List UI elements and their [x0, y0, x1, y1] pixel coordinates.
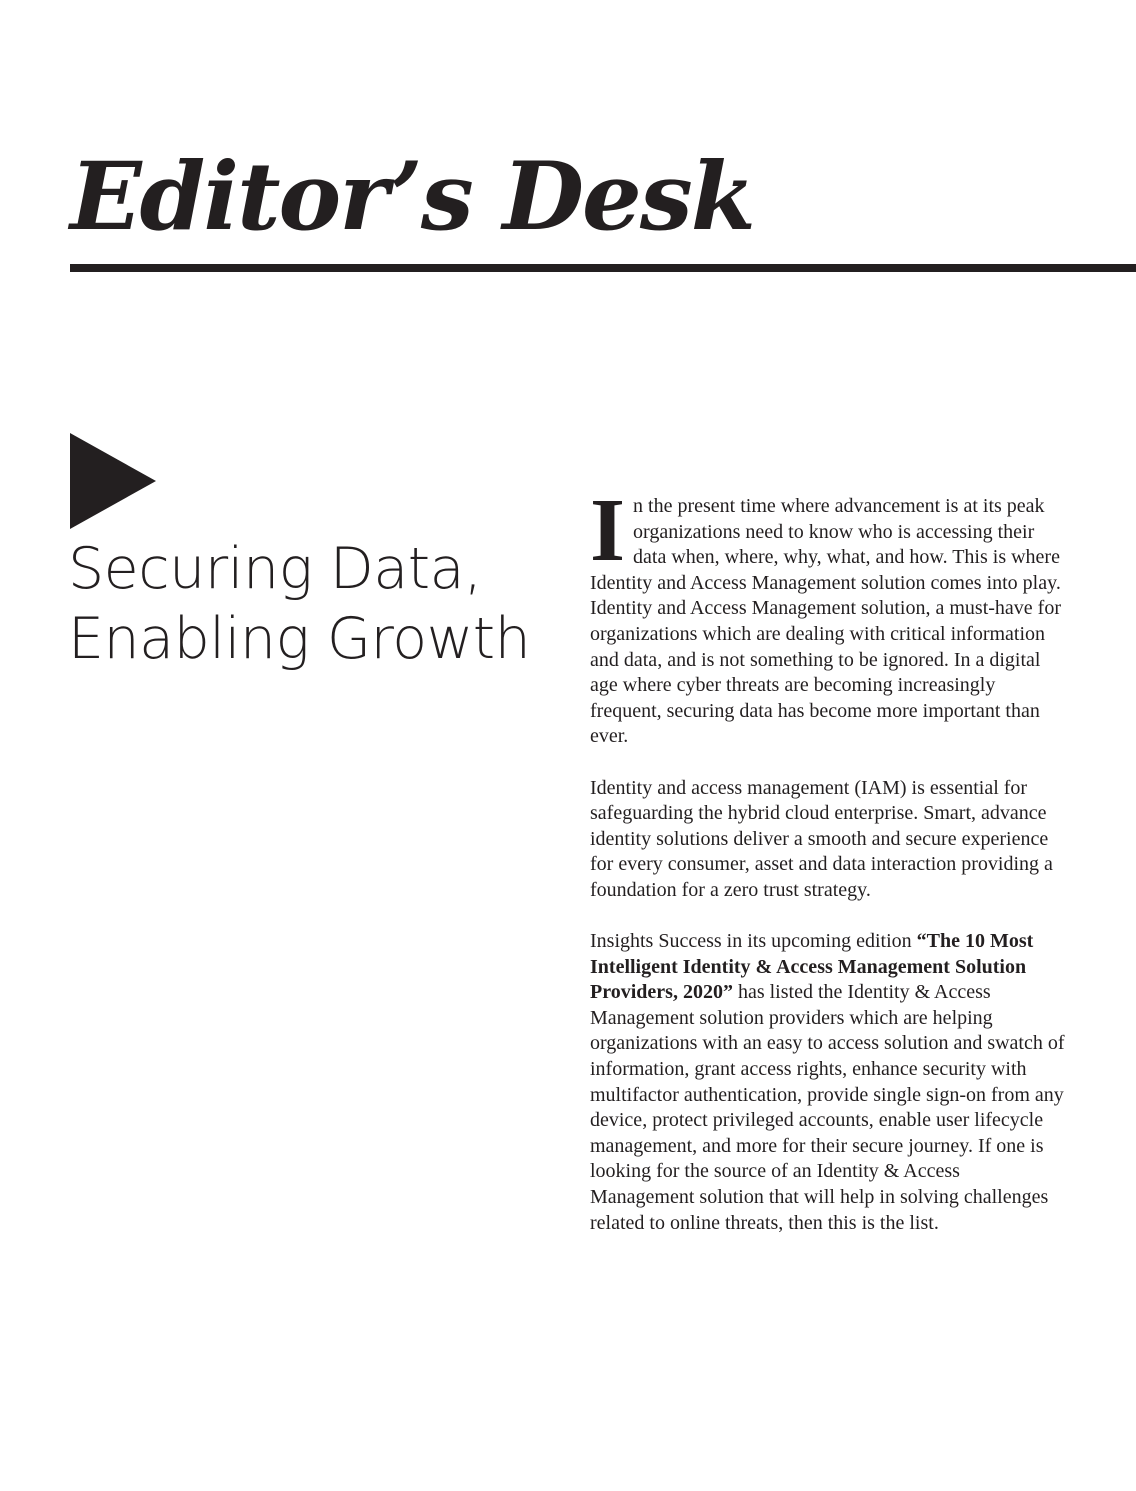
paragraph-3-lead: Insights Success in its upcoming edition	[590, 930, 917, 953]
paragraph-1	[590, 481, 1068, 750]
masthead-rule	[70, 264, 1136, 272]
paragraph-3	[590, 929, 1068, 1236]
drop-cap: I	[590, 481, 626, 580]
paragraph-2: Identity and access management (IAM) is essential for safeguarding the hybrid cloud enterprise. Smart, advance identity solutions deliver a smooth and secure experience for every consumer, asset and data interaction providing a foundation for a zero trust strategy.	[590, 776, 1053, 901]
headline-line-1: Securing Data,	[68, 536, 482, 602]
article-body	[590, 481, 1068, 1262]
headline-line-2: Enabling Growth	[68, 606, 531, 672]
play-triangle-icon	[70, 433, 156, 529]
edition-title: “The 10 Most Intelligent Identity & Access Management Solution Providers, 2020”	[590, 930, 1034, 1004]
masthead-title: Editor’s Desk	[70, 142, 754, 252]
paragraph-3-text: has listed the Identity & Access Management solution providers which are helping organizations with an easy to access solution and swatch of information, grant access rights, enhance security with multifactor authentication, provide single sign-on from any device, protect privileged accounts, enable user lifecycle management, and more for their secure journey. If one is looking for the source of an Identity & Access Management solution that will help in solving challenges related to online threats, then this is the list.	[590, 981, 1065, 1234]
article-headline	[68, 534, 568, 674]
paragraph-1-text: n the present time where advancement is at its peak organizations need to know who is accessing their data when, where, why, what, and how. This is where Identity and Access Management solution comes into play. Identity and Access Management solution, a must-have for organizations which are dealing with critical information and data, and is not something to be ignored. In a digital age where cyber threats are becoming increasingly frequent, securing data has become more important than ever.	[590, 495, 1061, 748]
